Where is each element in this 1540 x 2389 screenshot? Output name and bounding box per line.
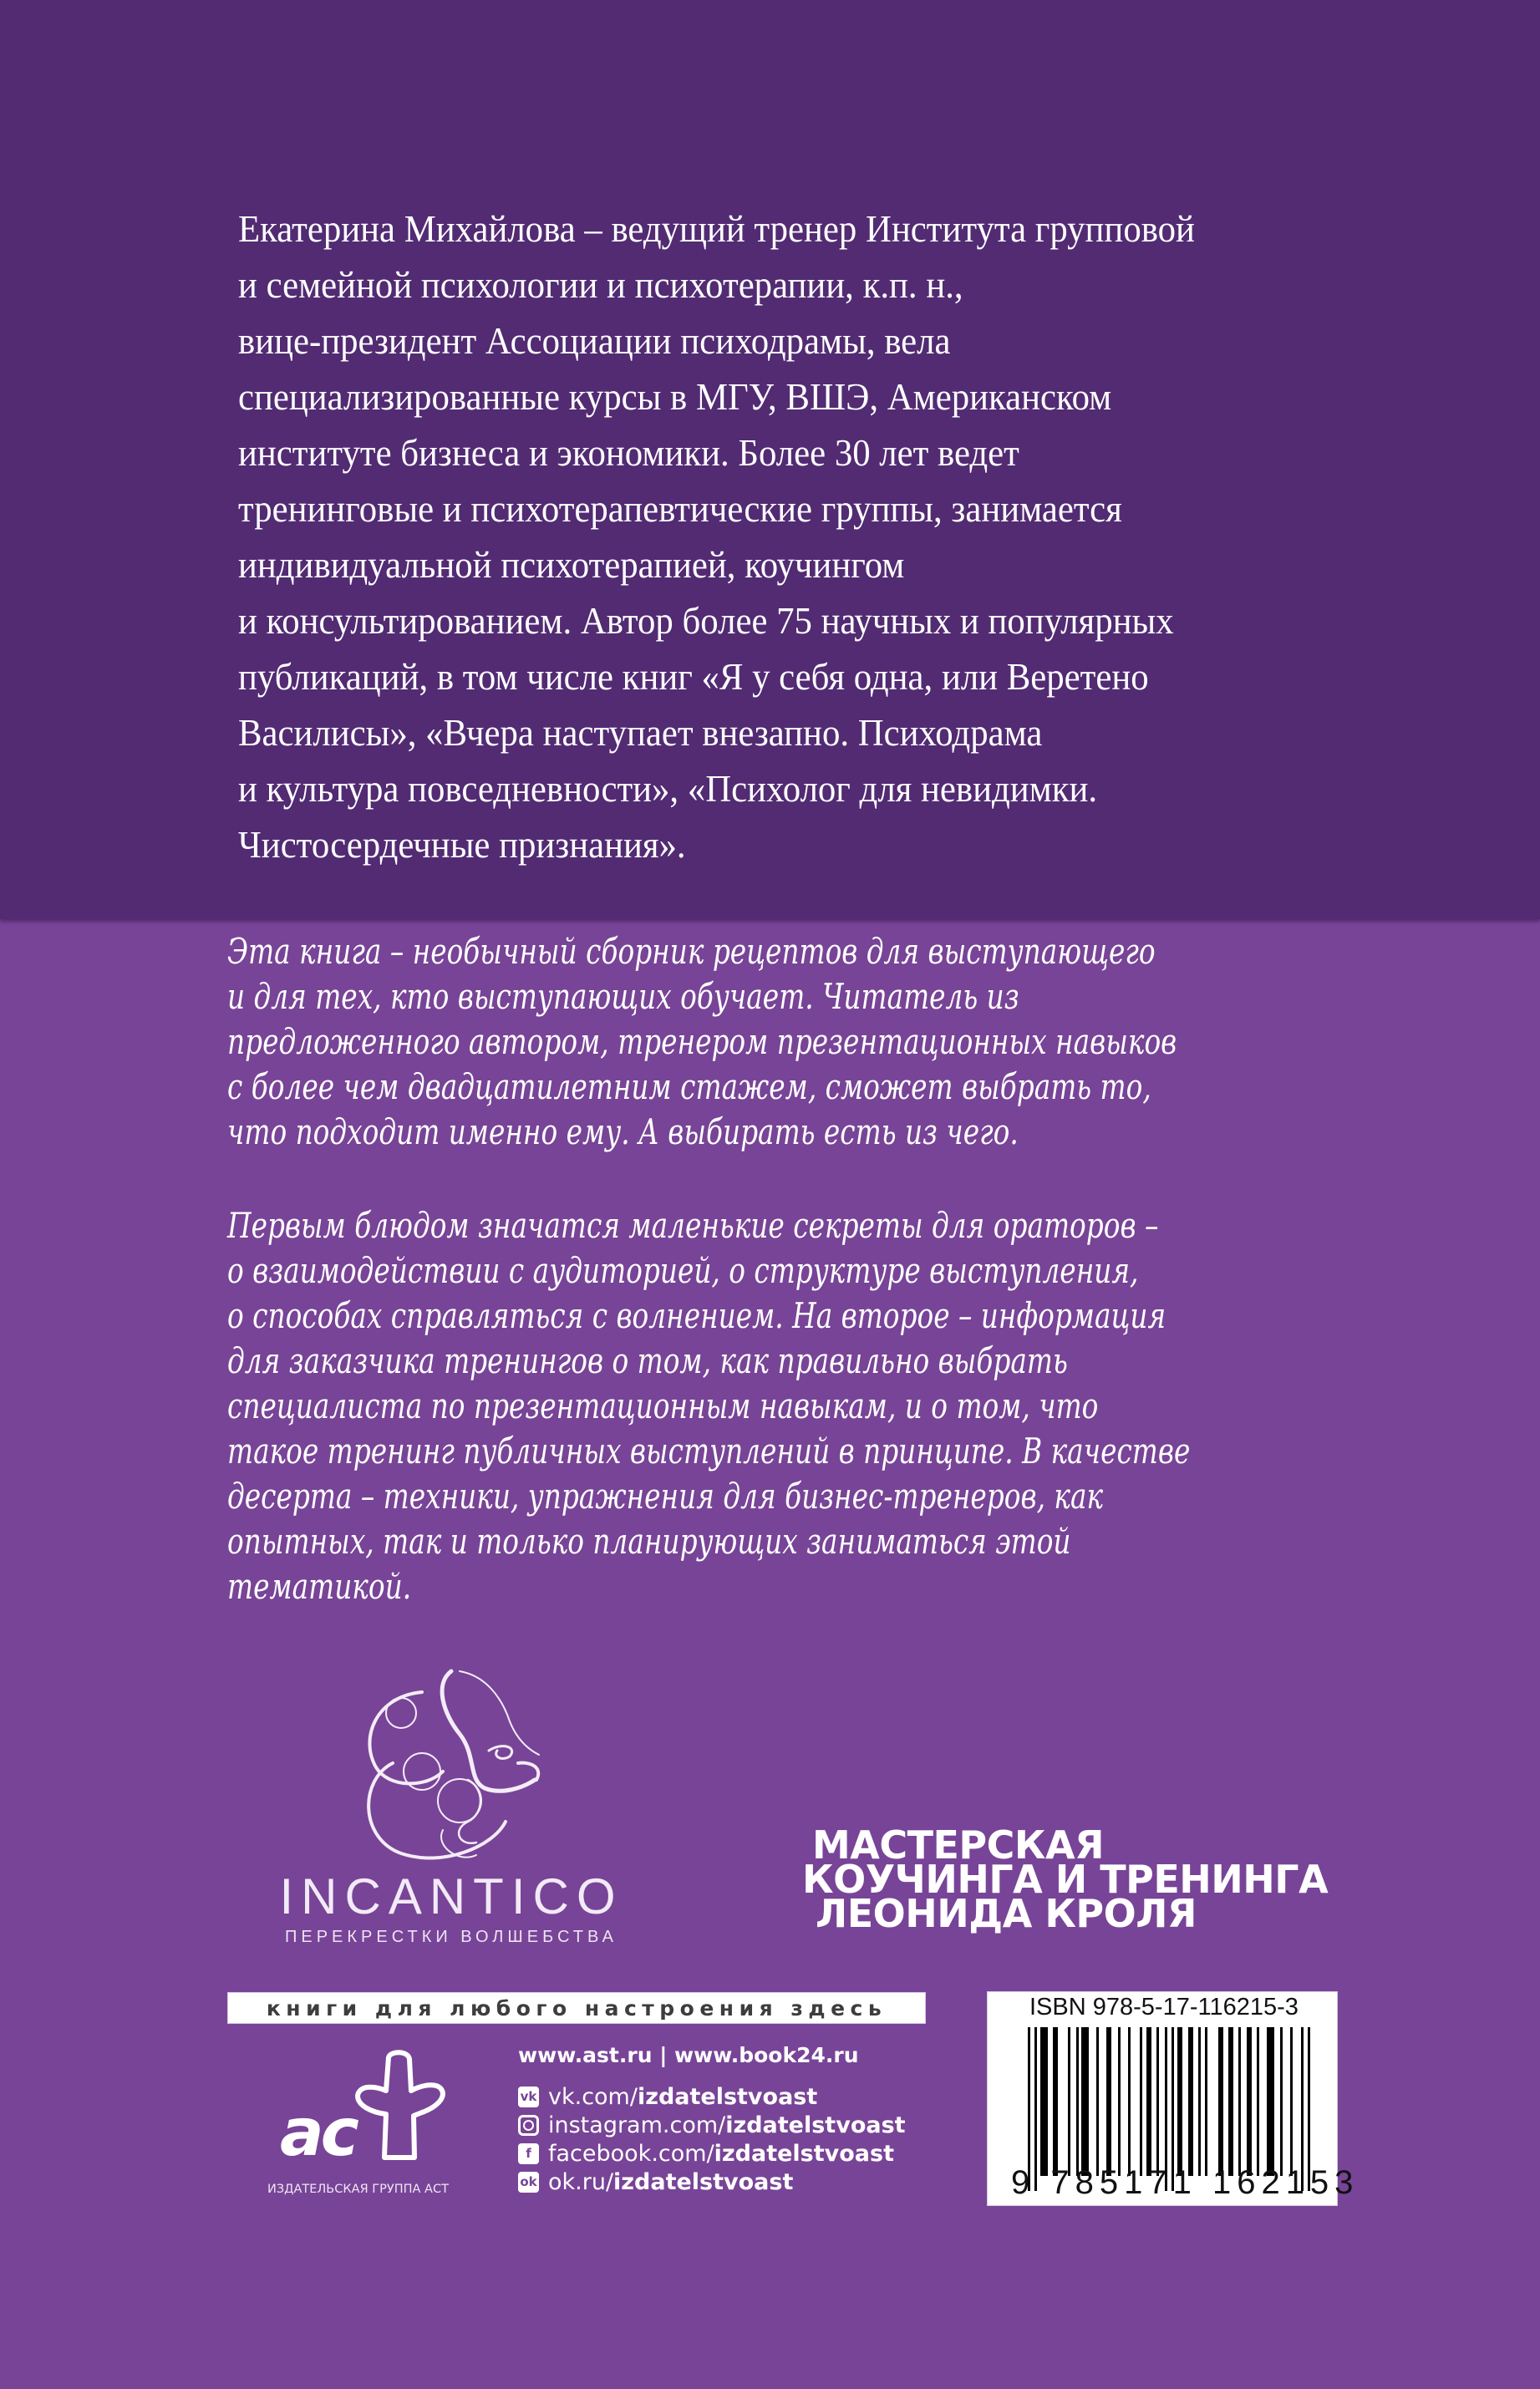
bio-line: публикаций, в том числе книг «Я у себя одна, или Веретено	[238, 655, 1149, 698]
blurb-line: Эта книга – необычный сборник рецептов для выступающего	[227, 931, 1156, 972]
social-handle: izdatelstvoast	[637, 2083, 818, 2110]
blurb-line: опытных, так и только планирующих заниматься этой	[227, 1521, 1071, 1562]
ast-caption: ИЗДАТЕЛЬСКАЯ ГРУППА АСТ	[267, 2183, 449, 2196]
author-bio	[238, 201, 1342, 872]
bio-line: индивидуальной психотерапией, коучингом	[238, 543, 905, 586]
blurb-line: с более чем двадцатилетним стажем, сможет выбрать то,	[227, 1066, 1151, 1107]
blurb-line: и для тех, кто выступающих обучает. Читатель из	[227, 976, 1019, 1017]
tagline-text: книги для любого настроения здесь	[266, 1995, 887, 2020]
social-domain: ok.ru/	[548, 2168, 614, 2195]
social-domain: vk.com/	[548, 2083, 638, 2110]
bio-line: вице-президент Ассоциации психодрамы, вела	[238, 319, 951, 362]
blurb-paragraph-2	[227, 1203, 1400, 1609]
blurb-line: о способах справляться с волнением. На второе – информация	[227, 1295, 1166, 1336]
social-link-instagram[interactable]	[518, 2111, 906, 2139]
blurb-line: предложенного автором, тренером презентационных навыков	[227, 1021, 1177, 1062]
social-link-odnoklassniki[interactable]	[518, 2168, 906, 2196]
vk-icon: vk	[518, 2087, 539, 2107]
isbn-barcode	[987, 1991, 1360, 2206]
social-handle: izdatelstvoast	[725, 2112, 906, 2138]
bio-line: Екатерина Михайлова – ведущий тренер Института групповой	[238, 207, 1195, 250]
series-title	[802, 1822, 1329, 1936]
series-line: КОУЧИНГА И ТРЕНИНГА	[802, 1857, 1329, 1902]
bio-line: Чистосердечные признания».	[238, 823, 686, 866]
incantico-subtitle: ПЕРЕКРЕСТКИ ВОЛШЕБСТВА	[284, 1928, 618, 1946]
blurb-line: специалиста по презентационным навыкам, и о том, что	[227, 1385, 1099, 1426]
social-handle: izdatelstvoast	[714, 2140, 894, 2167]
blurb-line: о взаимодействии с аудиторией, о структуре выступления,	[227, 1250, 1139, 1291]
incantico-logo	[251, 1663, 635, 1951]
blurb-line: Первым блюдом значатся маленькие секреты для ораторов –	[227, 1205, 1159, 1246]
instagram-icon	[518, 2115, 539, 2136]
blurb-line: такое тренинг публичных выступлений в принципе. В качестве	[227, 1431, 1191, 1472]
publisher-links	[518, 2043, 906, 2196]
blurb-line: что подходит именно ему. А выбирать есть из чего.	[227, 1111, 1019, 1152]
social-link-facebook[interactable]	[518, 2139, 906, 2168]
social-link-vk[interactable]	[518, 2082, 906, 2111]
calligraphic-ampersand-bird-icon	[343, 1663, 560, 1868]
ast-logo-text: ас	[280, 2096, 356, 2171]
website-links[interactable]: www.ast.ru | www.book24.ru	[518, 2043, 859, 2067]
bio-line: Василисы», «Вчера наступает внезапно. Психодрама	[238, 711, 1043, 754]
ast-publisher-logo	[251, 2039, 485, 2206]
incantico-wordmark: INCANTICO	[279, 1868, 623, 1924]
series-line: МАСТЕРСКАЯ	[812, 1822, 1105, 1868]
bio-line: специализированные курсы в МГУ, ВШЭ, Американском	[238, 375, 1112, 418]
bio-line: и консультированием. Автор более 75 научных и популярных	[238, 599, 1174, 642]
isbn-label: ISBN 978-5-17-116215-3	[1029, 1994, 1299, 2020]
blurb-line: десерта – техники, упражнения для бизнес-тренеров, как	[227, 1476, 1104, 1517]
bio-line: тренинговые и психотерапевтические группы, занимается	[238, 487, 1122, 530]
social-domain: facebook.com/	[548, 2140, 714, 2167]
bio-line: и семейной психологии и психотерапии, к.п. н.,	[238, 263, 963, 306]
series-line: ЛЕОНИДА КРОЛЯ	[816, 1891, 1197, 1936]
blurb-line: для заказчика тренингов о том, как правильно выбрать	[227, 1340, 1068, 1381]
barcode-digits: 9 785171 162153	[1011, 2164, 1360, 2201]
facebook-icon: f	[518, 2143, 539, 2164]
bio-line: институте бизнеса и экономики. Более 30 лет ведет	[238, 431, 1019, 474]
blurb-paragraph-1	[227, 929, 1400, 1155]
tagline-bar	[227, 1992, 926, 2024]
social-handle: izdatelstvoast	[613, 2168, 794, 2195]
social-domain: instagram.com/	[548, 2112, 726, 2138]
odnoklassniki-icon: ok	[518, 2172, 539, 2193]
bio-line: и культура повседневности», «Психолог для невидимки.	[238, 767, 1098, 810]
blurb-line: тематикой.	[227, 1566, 412, 1607]
